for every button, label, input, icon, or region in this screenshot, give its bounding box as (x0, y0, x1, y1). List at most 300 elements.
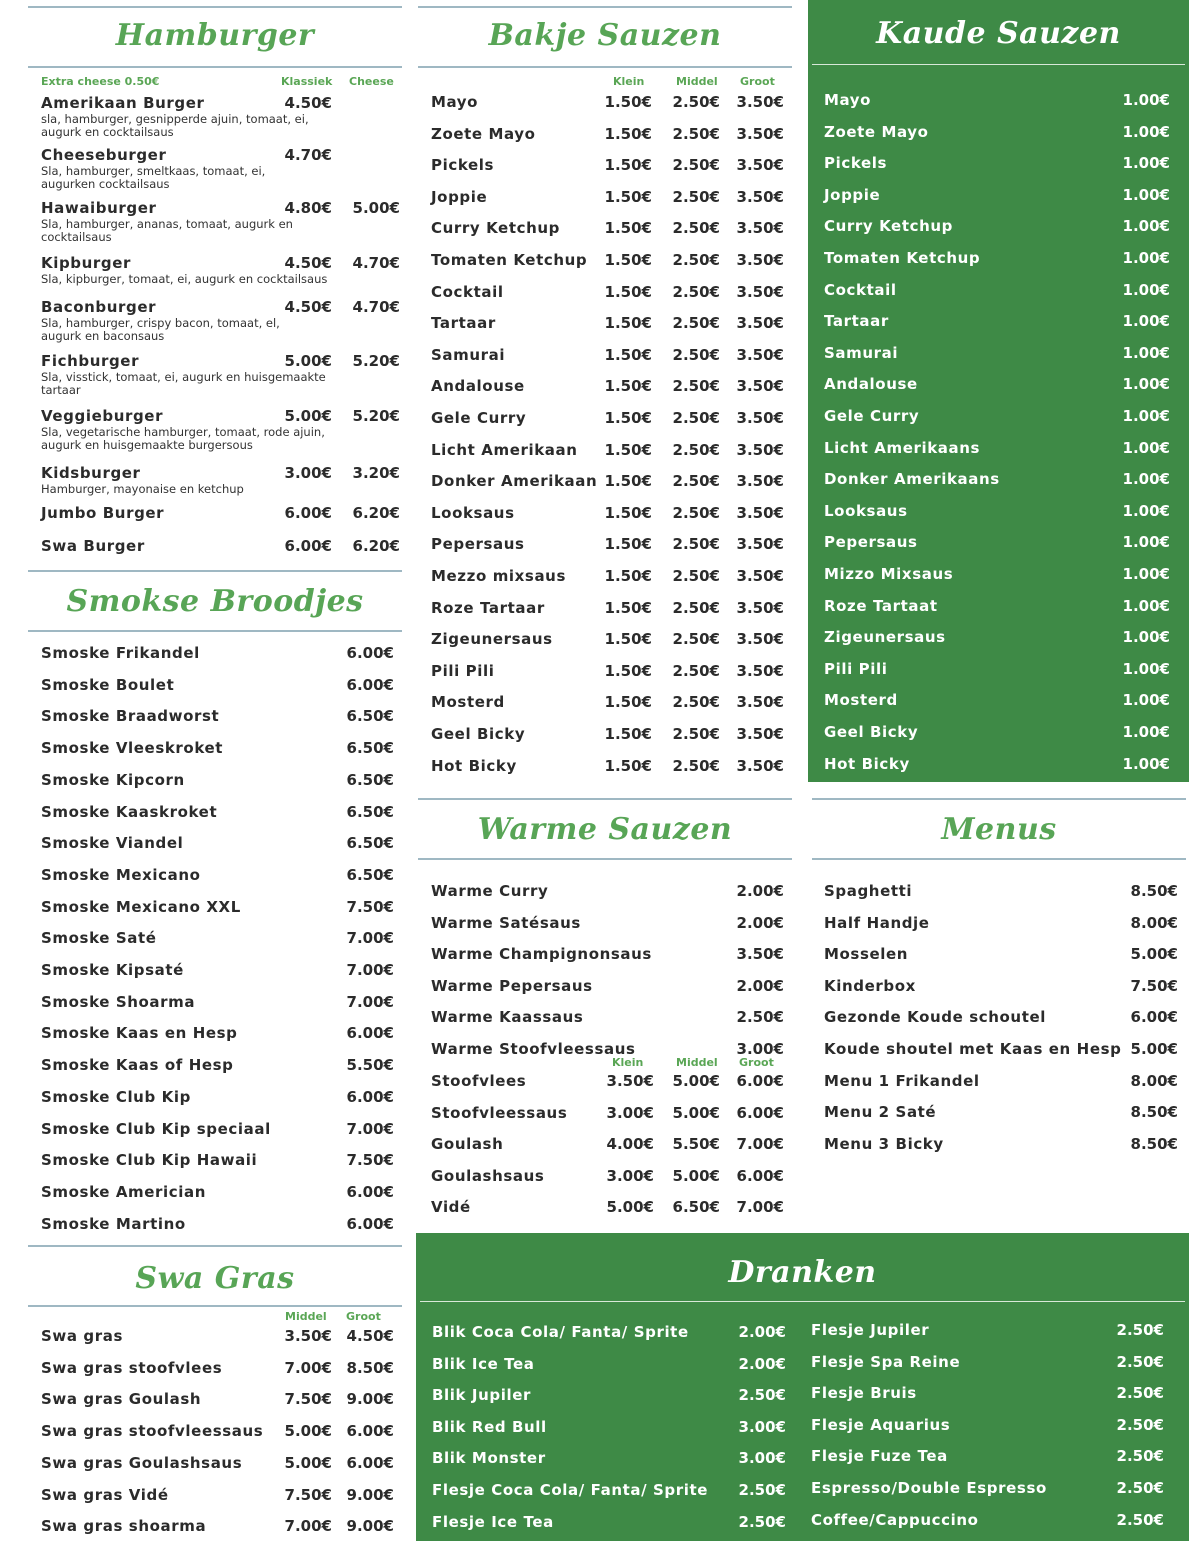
item-price: 8.00€ (1130, 1071, 1178, 1090)
item-name: Joppie (431, 187, 488, 206)
item-name: Mezzo mixsaus (431, 567, 566, 585)
item-name: Blik Ice Tea (432, 1354, 535, 1373)
price-middel: 2.50€ (672, 567, 720, 585)
price-klassiek: 4.50€ (284, 94, 332, 112)
item-price: 1.00€ (1122, 501, 1170, 520)
item-name: Tartaar (824, 312, 889, 331)
item-name: Curry Ketchup (824, 217, 953, 236)
item-name: Pili Pili (824, 659, 888, 678)
item-name: Cocktail (824, 280, 897, 299)
item-name: Flesje Ice Tea (432, 1512, 554, 1531)
price-groot: 3.50€ (736, 756, 784, 775)
item-name: Blik Red Bull (432, 1417, 547, 1436)
item-name: Flesje Aquarius (811, 1415, 951, 1434)
price-klein: 1.50€ (604, 93, 652, 111)
price-klein: 1.50€ (604, 156, 652, 175)
item-price: 6.00€ (346, 1214, 394, 1233)
item-name: Tartaar (431, 314, 496, 333)
price-middel: 2.50€ (672, 630, 720, 649)
item-name: Menu 1 Frikandel (824, 1071, 980, 1090)
item-name: Roze Tartaat (824, 596, 938, 615)
item-price: 5.00€ (1130, 1040, 1178, 1058)
price-klassiek: 4.70€ (284, 146, 332, 164)
menus-section (812, 798, 1186, 1218)
item-name: Tomaten Ketchup (824, 249, 981, 267)
price-groot: 3.50€ (736, 503, 784, 522)
item-name: Smoske Club Kip Hawaii (41, 1151, 258, 1170)
item-name: Donker Amerikaans (824, 470, 1000, 489)
item-price: 1.00€ (1122, 249, 1170, 267)
price-groot: 7.00€ (736, 1135, 784, 1153)
divider (418, 858, 792, 860)
item-name: Gezonde Koude schoutel (824, 1008, 1046, 1027)
col-header-groot: Groot (739, 1056, 774, 1069)
swagras-section (28, 1245, 402, 1545)
item-name: Roze Tartaar (431, 598, 545, 617)
item-name: Baconburger (41, 298, 157, 316)
item-name: Swa gras stoofvlees (41, 1358, 223, 1377)
item-name: Kidsburger (41, 464, 141, 482)
item-name: Fichburger (41, 352, 140, 370)
dranken-title: Dranken (728, 1255, 877, 1290)
item-name: Koude shoutel met Kaas en Hesp (824, 1040, 1122, 1058)
item-name: Swa gras Vidé (41, 1485, 169, 1504)
item-price: 1.00€ (1122, 723, 1170, 741)
item-name: Blik Monster (432, 1449, 546, 1468)
item-description: Sla, hamburger, crispy bacon, tomaat, el, (41, 316, 280, 330)
price-middel: 2.50€ (672, 725, 720, 743)
item-price: 3.50€ (736, 945, 784, 963)
item-name: Mosterd (431, 693, 505, 712)
price-middel: 2.50€ (672, 219, 720, 238)
item-price: 6.00€ (346, 1087, 394, 1106)
item-price: 2.50€ (738, 1386, 786, 1405)
item-price: 1.00€ (1122, 628, 1170, 647)
price-middel: 2.50€ (672, 282, 720, 301)
item-name: Smoske Kaas en Hesp (41, 1024, 238, 1043)
price-groot: 3.50€ (736, 314, 784, 333)
item-name: Swa gras shoarma (41, 1517, 207, 1536)
item-price: 2.50€ (1116, 1321, 1164, 1339)
item-price: 6.50€ (346, 739, 394, 758)
item-price: 1.00€ (1122, 375, 1170, 394)
price-groot: 6.00€ (736, 1103, 784, 1122)
item-description: tartaar (41, 383, 81, 397)
item-name: Swa gras stoofvleessaus (41, 1422, 264, 1441)
item-price: 6.00€ (346, 644, 394, 662)
item-name: Mosterd (824, 691, 898, 710)
price-cheese: 4.70€ (352, 298, 400, 316)
price-klein: 3.00€ (606, 1166, 654, 1185)
extra-cheese-note: Extra cheese 0.50€ (41, 75, 160, 88)
price-groot: 3.50€ (736, 661, 784, 680)
item-name: Flesje Spa Reine (811, 1352, 961, 1371)
price-cheese: 6.20€ (352, 537, 400, 555)
item-price: 6.00€ (346, 1182, 394, 1201)
item-name: Jumbo Burger (41, 504, 165, 522)
divider (418, 66, 792, 68)
price-middel: 5.50€ (672, 1135, 720, 1153)
price-groot: 3.50€ (736, 567, 784, 585)
price-middel: 5.00€ (284, 1422, 332, 1441)
item-price: 1.00€ (1122, 154, 1170, 173)
item-name: Zoete Mayo (431, 124, 536, 143)
item-price: 3.00€ (736, 1039, 784, 1058)
price-klein: 1.50€ (604, 756, 652, 775)
item-price: 2.50€ (1116, 1510, 1164, 1529)
item-price: 1.00€ (1122, 91, 1170, 109)
item-price: 6.50€ (346, 707, 394, 726)
bakje-sauzen-section (418, 6, 792, 796)
price-groot: 3.50€ (736, 377, 784, 396)
item-name: Samurai (431, 345, 506, 364)
item-name: Smoske Vleeskroket (41, 739, 224, 758)
item-price: 5.00€ (1130, 945, 1178, 964)
price-klein: 1.50€ (604, 124, 652, 143)
item-name: Pepersaus (431, 535, 525, 554)
price-middel: 3.50€ (284, 1327, 332, 1345)
price-groot: 3.50€ (736, 251, 784, 269)
item-price: 8.50€ (1130, 882, 1178, 900)
item-name: Zigeunersaus (431, 630, 553, 649)
price-klassiek: 5.00€ (284, 407, 332, 425)
price-groot: 6.00€ (736, 1166, 784, 1185)
item-name: Menu 2 Saté (824, 1103, 937, 1122)
item-name: Blik Coca Cola/ Fanta/ Sprite (432, 1323, 689, 1341)
price-cheese: 4.70€ (352, 254, 400, 272)
item-price: 1.00€ (1122, 438, 1170, 457)
price-klein: 1.50€ (604, 661, 652, 680)
price-groot: 3.50€ (736, 124, 784, 143)
item-price: 2.00€ (736, 882, 784, 900)
item-price: 2.00€ (736, 976, 784, 995)
item-name: Flesje Bruis (811, 1384, 917, 1403)
item-description: Sla, hamburger, ananas, tomaat, augurk en (41, 217, 293, 231)
price-middel: 2.50€ (672, 314, 720, 333)
col-header-cheese: Cheese (349, 75, 394, 88)
item-price: 1.00€ (1122, 754, 1170, 773)
item-name: Donker Amerikaan (431, 472, 598, 491)
item-name: Pili Pili (431, 661, 495, 680)
price-groot: 6.00€ (346, 1453, 394, 1472)
item-name: Spaghetti (824, 882, 913, 900)
item-name: Warme Kaassaus (431, 1008, 584, 1026)
swagras-title: Swa Gras (135, 1261, 295, 1296)
item-price: 6.50€ (346, 865, 394, 884)
item-name: Smoske Frikandel (41, 644, 200, 662)
item-name: Hawaiburger (41, 199, 157, 217)
item-name: Mosselen (824, 945, 909, 964)
item-name: Tomaten Ketchup (431, 251, 588, 269)
item-price: 2.50€ (738, 1481, 786, 1499)
item-name: Smoske Viandel (41, 834, 184, 853)
item-name: Samurai (824, 343, 899, 362)
price-groot: 3.50€ (736, 282, 784, 301)
price-klein: 1.50€ (604, 598, 652, 617)
item-name: Joppie (824, 185, 881, 204)
price-klein: 1.50€ (604, 440, 652, 459)
price-middel: 5.00€ (672, 1072, 720, 1090)
price-middel: 2.50€ (672, 377, 720, 396)
item-name: Smoske Saté (41, 929, 157, 948)
bakje-title: Bakje Sauzen (488, 18, 722, 53)
price-cheese: 6.20€ (352, 504, 400, 522)
price-middel: 2.50€ (672, 503, 720, 522)
item-name: Looksaus (431, 503, 515, 522)
price-klein: 1.50€ (604, 377, 652, 396)
price-groot: 3.50€ (736, 535, 784, 554)
item-name: Smoske Kipcorn (41, 770, 185, 789)
item-name: Geel Bicky (431, 725, 526, 743)
item-name: Warme Champignonsaus (431, 945, 652, 963)
price-groot: 3.50€ (736, 187, 784, 206)
item-price: 1.00€ (1122, 596, 1170, 615)
item-price: 1.00€ (1122, 659, 1170, 678)
price-middel: 5.00€ (672, 1166, 720, 1185)
price-middel: 2.50€ (672, 693, 720, 712)
item-name: Pepersaus (824, 533, 918, 552)
item-price: 1.00€ (1122, 185, 1170, 204)
item-price: 1.00€ (1122, 470, 1170, 489)
item-name: Warme Pepersaus (431, 976, 593, 995)
item-name: Andalouse (824, 375, 918, 394)
col-header-klein: Klein (612, 1056, 644, 1069)
item-name: Smoske Braadworst (41, 707, 220, 726)
col-header-klassiek: Klassiek (281, 75, 333, 88)
item-name: Kipburger (41, 254, 132, 272)
item-price: 6.50€ (346, 834, 394, 853)
smoske-section (28, 570, 402, 1240)
item-name: Blik Jupiler (432, 1386, 531, 1405)
price-groot: 9.00€ (346, 1517, 394, 1536)
item-price: 7.50€ (346, 1151, 394, 1170)
price-middel: 2.50€ (672, 345, 720, 364)
price-klein: 1.50€ (604, 472, 652, 491)
item-name: Smoske Club Kip (41, 1087, 191, 1106)
item-name: Flesje Coca Cola/ Fanta/ Sprite (432, 1481, 709, 1499)
item-name: Coffee/Cappuccino (811, 1510, 979, 1529)
col-header-groot: Groot (346, 1310, 381, 1323)
price-groot: 7.00€ (736, 1198, 784, 1216)
item-name: Cheeseburger (41, 146, 167, 164)
item-name: Curry Ketchup (431, 219, 560, 238)
divider (812, 64, 1185, 65)
item-name: Goulashsaus (431, 1166, 545, 1185)
price-cheese: 5.20€ (352, 352, 400, 370)
item-name: Smoske Kaaskroket (41, 802, 218, 821)
col-header-groot: Groot (740, 75, 775, 88)
item-name: Smoske Americian (41, 1182, 207, 1201)
divider (420, 1301, 1185, 1302)
price-klein: 1.50€ (604, 282, 652, 301)
item-name: Warme Stoofvleessaus (431, 1039, 636, 1058)
item-price: 7.00€ (346, 992, 394, 1011)
price-klein: 1.50€ (604, 314, 652, 333)
item-name: Andalouse (431, 377, 525, 396)
item-price: 7.50€ (346, 897, 394, 916)
price-groot: 3.50€ (736, 440, 784, 459)
price-klein: 1.50€ (604, 503, 652, 522)
price-middel: 7.50€ (284, 1390, 332, 1409)
item-price: 6.00€ (1130, 1008, 1178, 1027)
item-price: 1.00€ (1122, 343, 1170, 362)
price-middel: 7.00€ (284, 1517, 332, 1536)
item-name: Amerikaan Burger (41, 94, 205, 112)
price-middel: 6.50€ (672, 1198, 720, 1216)
item-name: Pickels (824, 154, 888, 173)
price-klassiek: 4.50€ (284, 298, 332, 316)
price-klein: 3.50€ (606, 1072, 654, 1090)
divider (28, 630, 402, 632)
col-header-middel: Middel (285, 1310, 327, 1323)
item-price: 2.50€ (1116, 1447, 1164, 1466)
item-description: cocktailsaus (41, 230, 112, 244)
price-groot: 3.50€ (736, 219, 784, 238)
kaude-title: Kaude Sauzen (876, 16, 1121, 51)
price-groot: 3.50€ (736, 156, 784, 175)
price-groot: 6.00€ (346, 1422, 394, 1441)
item-price: 2.50€ (1116, 1384, 1164, 1403)
item-name: Smoske Shoarma (41, 992, 196, 1011)
item-name: Cocktail (431, 282, 504, 301)
item-price: 2.50€ (1116, 1352, 1164, 1371)
price-groot: 3.50€ (736, 345, 784, 364)
item-name: Hot Bicky (431, 756, 517, 775)
price-klein: 1.50€ (604, 567, 652, 585)
hamburger-title: Hamburger (115, 18, 315, 53)
item-name: Stoofvleessaus (431, 1103, 568, 1122)
item-name: Smoske Mexicano (41, 865, 201, 884)
item-name: Smoske Martino (41, 1214, 186, 1233)
item-name: Warme Curry (431, 882, 549, 900)
item-name: Licht Amerikaans (824, 438, 981, 457)
item-name: Licht Amerikaan (431, 440, 578, 459)
hamburger-section (28, 6, 402, 568)
item-description: augurk en huisgemaakte burgersous (41, 438, 253, 452)
item-price: 7.00€ (346, 1119, 394, 1138)
item-price: 2.00€ (738, 1354, 786, 1373)
price-klassiek: 3.00€ (284, 464, 332, 482)
price-klein: 1.50€ (604, 409, 652, 427)
price-middel: 7.00€ (284, 1358, 332, 1377)
item-name: Smoske Kaas of Hesp (41, 1056, 234, 1075)
price-groot: 3.50€ (736, 725, 784, 743)
item-price: 1.00€ (1122, 122, 1170, 141)
divider (28, 66, 402, 68)
price-middel: 2.50€ (672, 251, 720, 269)
price-groot: 4.50€ (346, 1327, 394, 1345)
price-middel: 5.00€ (672, 1103, 720, 1122)
item-name: Smoske Kipsaté (41, 961, 184, 979)
price-middel: 2.50€ (672, 661, 720, 680)
price-groot: 3.50€ (736, 598, 784, 617)
item-name: Espresso/Double Espresso (811, 1479, 1047, 1497)
item-name: Smoske Mexicano XXL (41, 897, 241, 916)
item-price: 2.50€ (1116, 1415, 1164, 1434)
dranken-section (416, 1233, 1189, 1541)
item-name: Swa Burger (41, 537, 145, 555)
price-middel: 2.50€ (672, 187, 720, 206)
item-price: 1.00€ (1122, 565, 1170, 583)
price-groot: 3.50€ (736, 472, 784, 491)
divider (812, 858, 1186, 860)
col-header-middel: Middel (676, 1056, 718, 1069)
price-middel: 2.50€ (672, 409, 720, 427)
price-klein: 5.00€ (606, 1198, 654, 1216)
item-name: Mayo (824, 91, 872, 109)
item-description: augurken cocktailsaus (41, 177, 170, 191)
item-price: 1.00€ (1122, 217, 1170, 236)
item-name: Half Handje (824, 913, 930, 932)
item-price: 3.00€ (738, 1449, 786, 1468)
price-klein: 1.50€ (604, 251, 652, 269)
col-header-middel: Middel (676, 75, 718, 88)
price-middel: 7.50€ (284, 1485, 332, 1504)
price-klein: 1.50€ (604, 535, 652, 554)
price-klassiek: 6.00€ (284, 537, 332, 555)
price-klein: 1.50€ (604, 345, 652, 364)
item-name: Flesje Jupiler (811, 1321, 930, 1339)
price-groot: 9.00€ (346, 1390, 394, 1409)
item-price: 6.50€ (346, 770, 394, 789)
price-cheese: 5.00€ (352, 199, 400, 217)
item-name: Smoske Boulet (41, 675, 175, 694)
item-description: sla, hamburger, gesnipperde ajuin, tomaat, ei, (41, 112, 309, 126)
item-description: Sla, hamburger, smeltkaas, tomaat, ei, (41, 164, 266, 178)
item-price: 1.00€ (1122, 533, 1170, 552)
divider (28, 1305, 402, 1307)
price-klein: 4.00€ (606, 1135, 654, 1153)
item-name: Vidé (431, 1198, 471, 1216)
item-name: Smoske Club Kip speciaal (41, 1119, 271, 1138)
item-price: 2.50€ (736, 1008, 784, 1026)
price-klein: 1.50€ (604, 187, 652, 206)
item-name: Kinderbox (824, 976, 916, 995)
menus-title: Menus (941, 812, 1057, 847)
item-description: Sla, visstick, tomaat, ei, augurk en huisgemaakte (41, 370, 326, 384)
price-groot: 3.50€ (736, 409, 784, 427)
price-middel: 2.50€ (672, 440, 720, 459)
item-price: 5.50€ (346, 1056, 394, 1075)
price-groot: 3.50€ (736, 693, 784, 712)
price-middel: 2.50€ (672, 124, 720, 143)
item-price: 8.50€ (1130, 1103, 1178, 1122)
item-description: Sla, kipburger, tomaat, ei, augurk en cocktailsaus (41, 272, 328, 286)
item-description: Sla, vegetarische hamburger, tomaat, rode ajuin, (41, 425, 325, 439)
item-name: Goulash (431, 1135, 504, 1153)
item-name: Gele Curry (824, 407, 920, 425)
item-price: 3.00€ (738, 1417, 786, 1436)
price-middel: 2.50€ (672, 472, 720, 491)
item-price: 8.50€ (1130, 1134, 1178, 1153)
warme-title: Warme Sauzen (477, 812, 733, 847)
item-price: 2.50€ (738, 1512, 786, 1531)
item-name: Looksaus (824, 501, 908, 520)
item-name: Warme Satésaus (431, 913, 581, 932)
item-price: 6.50€ (346, 802, 394, 821)
item-price: 7.50€ (1130, 976, 1178, 995)
smoske-title: Smokse Broodjes (66, 584, 364, 619)
price-klein: 3.00€ (606, 1103, 654, 1122)
price-middel: 2.50€ (672, 598, 720, 617)
price-klassiek: 6.00€ (284, 504, 332, 522)
price-groot: 3.50€ (736, 630, 784, 649)
price-middel: 2.50€ (672, 156, 720, 175)
item-name: Gele Curry (431, 409, 527, 427)
item-name: Stoofvlees (431, 1072, 527, 1090)
item-price: 6.00€ (346, 1024, 394, 1043)
price-klein: 1.50€ (604, 630, 652, 649)
